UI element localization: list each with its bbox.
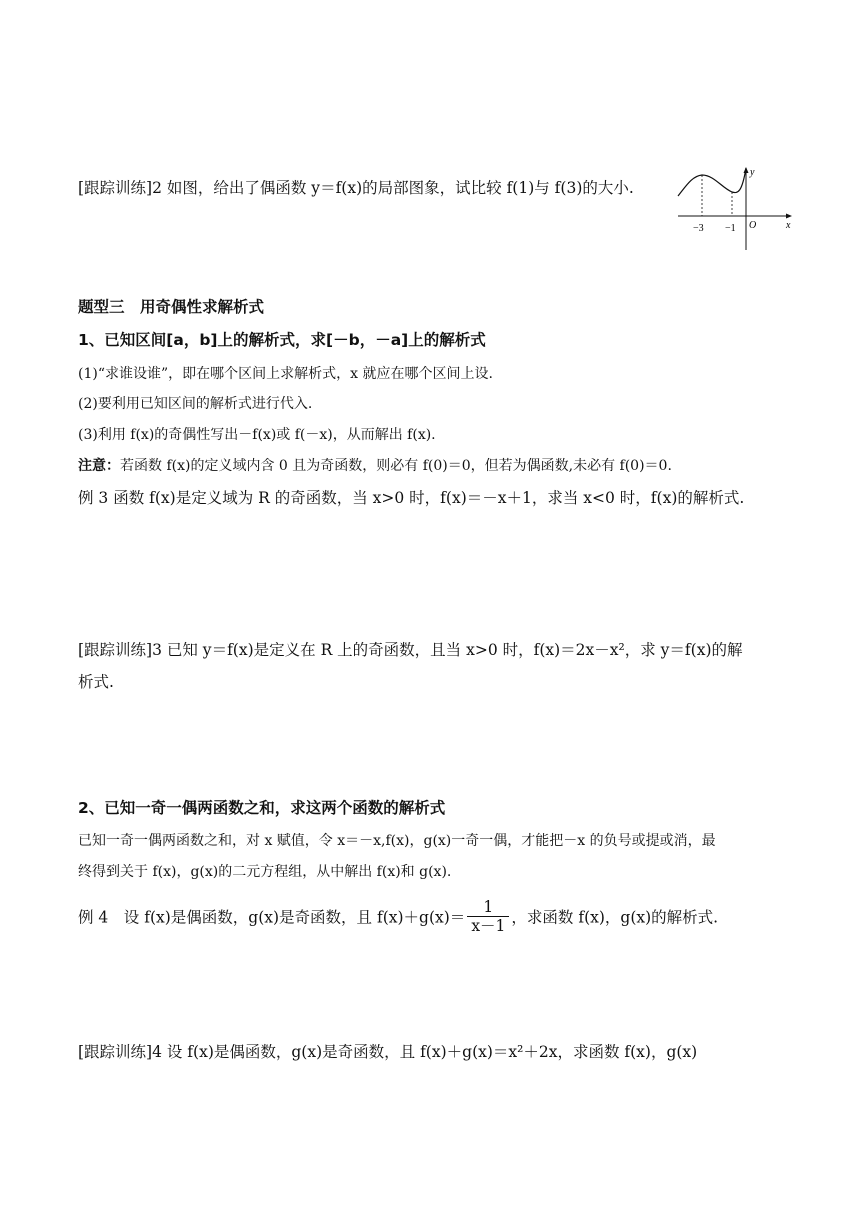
example-4-fraction [467, 898, 509, 935]
example-3-text: 例 3 函数 f(x)是定义域为 R 的奇函数，当 x>0 时，f(x)＝－x＋1，求当 x<0 时，f(x)的解析式. [78, 489, 745, 507]
example-4 [78, 900, 718, 937]
fraction-denominator: x－1 [467, 916, 509, 935]
method-1-heading: 1、已知区间[a，b]上的解析式，求[－b，－a]上的解析式 [78, 331, 486, 349]
method-1-step-3: (3)利用 f(x)的奇偶性写出－f(x)或 f(－x)，从而解出 f(x). [78, 427, 436, 443]
note-label: 注意： [78, 458, 120, 474]
method-1-step-1: (1)“求谁设谁”，即在哪个区间上求解析式，x 就应在哪个区间上设. [78, 366, 493, 382]
tick-label-neg1: −1 [725, 223, 736, 234]
x-axis-arrow [786, 214, 792, 219]
section-3-title: 题型三 用奇偶性求解析式 [78, 298, 265, 316]
method-1-step-2: (2)要利用已知区间的解析式进行代入. [78, 396, 313, 412]
practice-4-text: [跟踪训练]4 设 f(x)是偶函数，g(x)是奇函数，且 f(x)＋g(x)＝x²＋2x，求函数 f(x)，g(x) [78, 1043, 698, 1061]
tick-label-neg3: −3 [693, 223, 704, 234]
practice-2-text: [跟踪训练]2 如图，给出了偶函数 y＝f(x)的局部图象，试比较 f(1)与 f(3)的大小. [78, 179, 634, 197]
curve [678, 168, 746, 196]
origin-label: O [749, 220, 757, 231]
example-4-after: ，求函数 f(x)，g(x)的解析式. [511, 908, 719, 927]
x-axis-label: x [786, 220, 791, 231]
practice-3-line-2: 析式. [78, 673, 114, 691]
method-1-note [78, 456, 672, 476]
practice-3-line-1: [跟踪训练]3 已知 y＝f(x)是定义在 R 上的奇函数，且当 x>0 时，f(x)＝2x－x²，求 y＝f(x)的解 [78, 641, 743, 659]
fraction-numerator: 1 [483, 898, 494, 916]
example-4-before: 例 4 设 f(x)是偶函数，g(x)是奇函数，且 f(x)＋g(x)＝ [78, 908, 466, 927]
method-2-line-2: 终得到关于 f(x)，g(x)的二元方程组，从中解出 f(x)和 g(x). [78, 864, 452, 880]
function-graph [670, 162, 800, 254]
method-2-heading: 2、已知一奇一偶两函数之和，求这两个函数的解析式 [78, 799, 446, 817]
method-2-line-1: 已知一奇一偶两函数之和，对 x 赋值，令 x＝－x,f(x)，g(x)一奇一偶，才能把－x 的负号或提或消，最 [78, 833, 716, 849]
note-text: 若函数 f(x)的定义域内含 0 且为奇函数，则必有 f(0)＝0，但若为偶函数,未必有 f(0)＝0. [120, 458, 672, 474]
y-axis-label: y [750, 167, 755, 178]
